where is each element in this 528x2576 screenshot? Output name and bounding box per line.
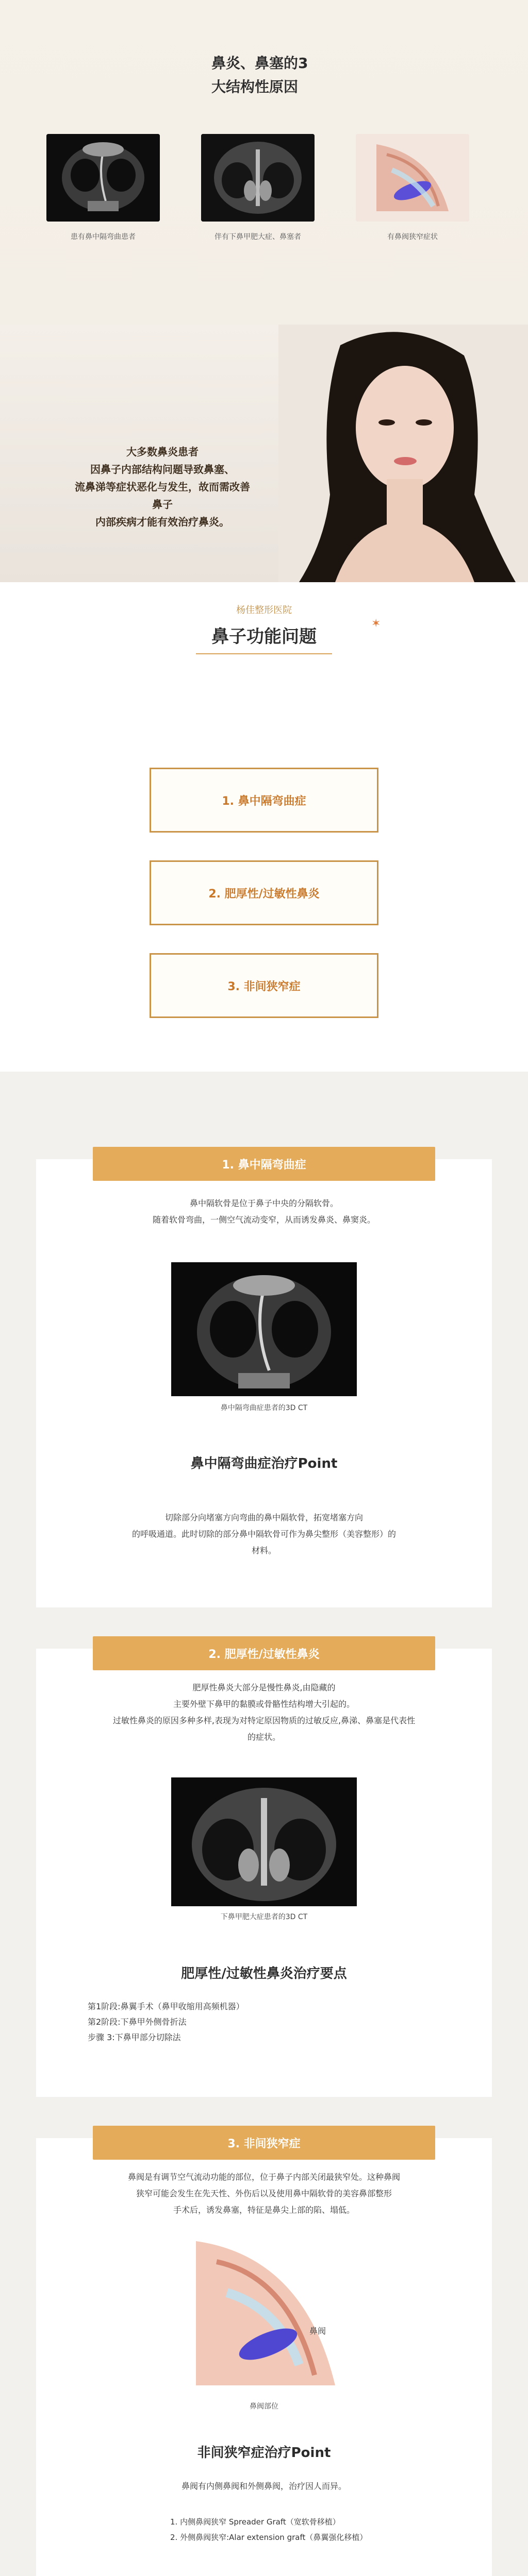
intro-line-1: 大多数鼻炎患者 (126, 446, 199, 458)
card-rhinitis-desc-line-1: 肥厚性鼻炎大部分是慢性鼻炎,由隐藏的 (192, 1683, 336, 1692)
hero-caption-1: 患有鼻中隔弯曲患者 (71, 233, 136, 241)
function-item-valve[interactable]: 3. 非间狭窄症 (150, 953, 378, 1018)
card-rhinitis (36, 1649, 492, 2097)
hero-title-line-1: 鼻炎、鼻塞的3 (211, 55, 308, 72)
intro-line-2: 因鼻子内部结构问题导致鼻塞、 (90, 463, 235, 476)
ct-scan-septum-image (171, 1262, 357, 1396)
card-septum-desc-line-1: 鼻中隔软骨是位于鼻子中央的分隔软骨。 (189, 1198, 338, 1208)
hero-section (0, 0, 528, 325)
function-title: 鼻子功能问题 (211, 626, 317, 647)
hero-images (46, 134, 482, 258)
card-rhinitis-steps (88, 1999, 449, 2045)
nasal-valve-anatomy-image (160, 2231, 366, 2396)
ct-scan-image-turbinate (201, 134, 315, 222)
card-septum-treatment-line-2: 的呼吸通道。此时切除的部分鼻中隔软骨可作为鼻尖整形（美容整形）的 (131, 1529, 396, 1539)
card-septum-treatment (36, 1510, 492, 1559)
card-valve-desc-line-2: 狭窄可能会发生在先天性、外伤后以及使用鼻中隔软骨的美容鼻部整形 (136, 2189, 392, 2198)
function-section (0, 582, 528, 1072)
card-septum-description (36, 1195, 492, 1228)
hero-caption-2: 伴有下鼻甲肥大症、鼻塞者 (214, 233, 301, 241)
function-item-septum[interactable]: 1. 鼻中隔弯曲症 (150, 768, 378, 833)
title-underline (196, 653, 332, 654)
card-valve-desc-line-1: 鼻阀是有调节空气流动功能的部位，位于鼻子内部关闭最狭窄处。这种鼻阀 (127, 2172, 400, 2182)
card-rhinitis-desc-line-4: 的症状。 (247, 1732, 280, 1742)
hero-caption-3: 有鼻阀狭窄症状 (387, 233, 438, 241)
woman-portrait-image (278, 325, 528, 582)
card-septum-desc-line-2: 随着软骨弯曲，一侧空气流动变窄，从而诱发鼻炎、鼻窦炎。 (152, 1215, 375, 1225)
card-septum-treatment-line-1: 切除部分向堵塞方向弯曲的鼻中隔软骨，拓宽堵塞方向 (164, 1513, 363, 1522)
hero-title (211, 52, 366, 99)
card-rhinitis-desc-line-3: 过敏性鼻炎的原因多种多样,表现为对特定原因物质的过敏反应,鼻涕、鼻塞是代表性 (112, 1716, 416, 1725)
card-septum-caption: 鼻中隔弯曲症患者的3D CT (220, 1404, 308, 1412)
card-valve-subtitle: 非间狭窄症治疗Point (197, 2445, 331, 2461)
card-rhinitis-subtitle: 肥厚性/过敏性鼻炎治疗要点 (181, 1966, 347, 1981)
nasal-valve-illustration (356, 134, 469, 222)
ct-scan-turbinate-image (171, 1777, 357, 1906)
card-septum (36, 1159, 492, 1607)
card-valve-desc-line-3: 手术后，诱发鼻塞，特征是鼻尖上部的陷、塌低。 (173, 2205, 355, 2215)
intro-section (0, 325, 528, 582)
card-rhinitis-step-3: 步骤 3:下鼻甲部分切除法 (88, 2032, 181, 2042)
card-rhinitis-caption: 下鼻甲肥大症患者的3D CT (220, 1913, 308, 1921)
card-rhinitis-description (36, 1680, 492, 1745)
hospital-name: 杨佳整形医院 (236, 605, 292, 616)
card-valve-method-2: 2. 外侧鼻阀狭窄:Alar extension graft（鼻翼强化移植） (170, 2533, 368, 2542)
card-valve-header: 3. 非间狭窄症 (93, 2126, 435, 2160)
card-septum-subtitle: 鼻中隔弯曲症治疗Point (190, 1456, 338, 1471)
card-septum-header: 1. 鼻中隔弯曲症 (93, 1147, 435, 1181)
card-valve-caption: 鼻阀部位 (250, 2402, 278, 2411)
star-icon: ✶ (371, 617, 381, 630)
card-valve-method-1: 1. 内侧鼻阀狭窄 Spreader Graft（宽软骨移植） (170, 2517, 340, 2527)
nasal-valve-label: 鼻阀 (309, 2326, 326, 2336)
function-item-rhinitis[interactable]: 2. 肥厚性/过敏性鼻炎 (150, 860, 378, 925)
card-valve-description (36, 2169, 492, 2218)
hero-title-line-2: 大结构性原因 (211, 78, 299, 95)
card-rhinitis-header: 2. 肥厚性/过敏性鼻炎 (93, 1636, 435, 1670)
card-valve-note: 鼻阀有内侧鼻阀和外侧鼻阀，治疗因人而异。 (181, 2481, 346, 2491)
card-valve (36, 2138, 492, 2576)
card-septum-treatment-line-3: 材料。 (251, 1546, 276, 1555)
card-valve-methods (170, 2514, 528, 2545)
ct-scan-image-septum (46, 134, 160, 222)
intro-line-3: 流鼻涕等症状恶化与发生，故而需改善鼻子 (75, 481, 250, 511)
detail-section (0, 1072, 528, 2576)
intro-line-4: 内部疾病才能有效治疗鼻炎。 (95, 516, 229, 528)
card-rhinitis-desc-line-2: 主要外壁下鼻甲的黏膜或骨骼性结构增大引起的。 (173, 1699, 355, 1709)
card-rhinitis-step-1: 第1阶段:鼻翼手术（鼻甲收缩用高频机器） (88, 2002, 244, 2011)
card-rhinitis-step-2: 第2阶段:下鼻甲外侧骨折法 (88, 2017, 187, 2027)
intro-text (72, 443, 253, 531)
